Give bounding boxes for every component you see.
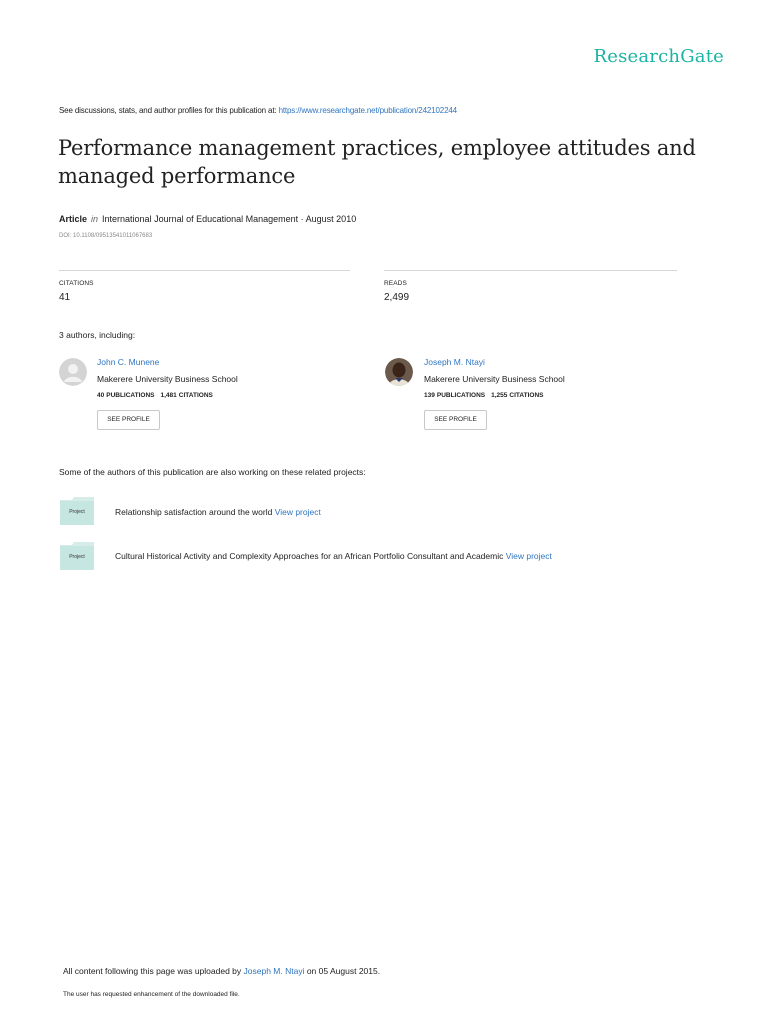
author-name-link[interactable]: Joseph M. Ntayi [424, 357, 485, 367]
see-discussions-text: See discussions, stats, and author profiles for this publication at: [59, 106, 279, 115]
upload-notice [63, 966, 380, 976]
citations-count: 1,481 [160, 392, 177, 399]
citations-label: CITATIONS [509, 392, 544, 399]
view-project-link[interactable]: View project [505, 551, 552, 561]
upload-suffix: on 05 August 2015. [304, 966, 381, 976]
author-stats [424, 392, 543, 399]
citations-label: CITATIONS [59, 280, 94, 287]
related-project-item [115, 507, 321, 517]
journal-name: International Journal of Educational Management · August 2010 [102, 214, 357, 224]
avatar-john-munene[interactable] [59, 358, 87, 386]
reads-value: 2,499 [384, 292, 410, 303]
citations-divider [59, 270, 350, 271]
see-discussions-line [59, 106, 457, 115]
project-title: Relationship satisfaction around the world [115, 507, 275, 517]
author-photo-icon [385, 358, 413, 386]
related-projects-heading: Some of the authors of this publication are also working on these related projects: [59, 467, 366, 477]
publications-count: 40 [97, 392, 105, 399]
article-type: Article [59, 214, 88, 224]
enhancement-note: The user has requested enhancement of the downloaded file. [63, 991, 240, 998]
upload-prefix: All content following this page was uploaded by [63, 966, 244, 976]
article-in: in [91, 214, 99, 224]
project-badge-label: Project [69, 509, 85, 515]
publication-url-link[interactable]: https://www.researchgate.net/publication/242102244 [278, 106, 457, 115]
publications-label: PUBLICATIONS [436, 392, 486, 399]
project-folder-icon [60, 497, 94, 525]
author-institution: Makerere University Business School [424, 374, 565, 384]
doi: DOI: 10.1108/09513541011067683 [59, 233, 153, 239]
publication-title: Performance management practices, employee attitudes and managed performance [58, 136, 696, 188]
see-profile-button[interactable]: SEE PROFILE [424, 410, 487, 430]
project-title: Cultural Historical Activity and Complexity Approaches for an African Portfolio Consultant and Academic [115, 551, 506, 561]
related-project-item [115, 551, 552, 561]
author-institution: Makerere University Business School [97, 374, 238, 384]
reads-label: READS [384, 280, 407, 287]
view-project-link[interactable]: View project [274, 507, 321, 517]
article-meta [59, 214, 356, 224]
default-avatar-icon [59, 358, 87, 386]
researchgate-logo[interactable]: ResearchGate [593, 46, 724, 67]
project-badge-label: Project [69, 554, 85, 560]
avatar-joseph-ntayi[interactable] [385, 358, 413, 386]
citations-value: 41 [59, 292, 71, 303]
see-profile-button[interactable]: SEE PROFILE [97, 410, 160, 430]
authors-heading: 3 authors, including: [59, 330, 136, 340]
author-name-link[interactable]: John C. Munene [97, 357, 160, 367]
project-folder-icon [60, 542, 94, 570]
publications-label: PUBLICATIONS [106, 392, 155, 399]
reads-divider [384, 270, 677, 271]
uploader-link[interactable]: Joseph M. Ntayi [243, 966, 305, 976]
publications-count: 139 [424, 392, 435, 399]
author-stats [97, 392, 213, 399]
citations-label: CITATIONS [178, 392, 213, 399]
citations-count: 1,255 [491, 392, 508, 399]
